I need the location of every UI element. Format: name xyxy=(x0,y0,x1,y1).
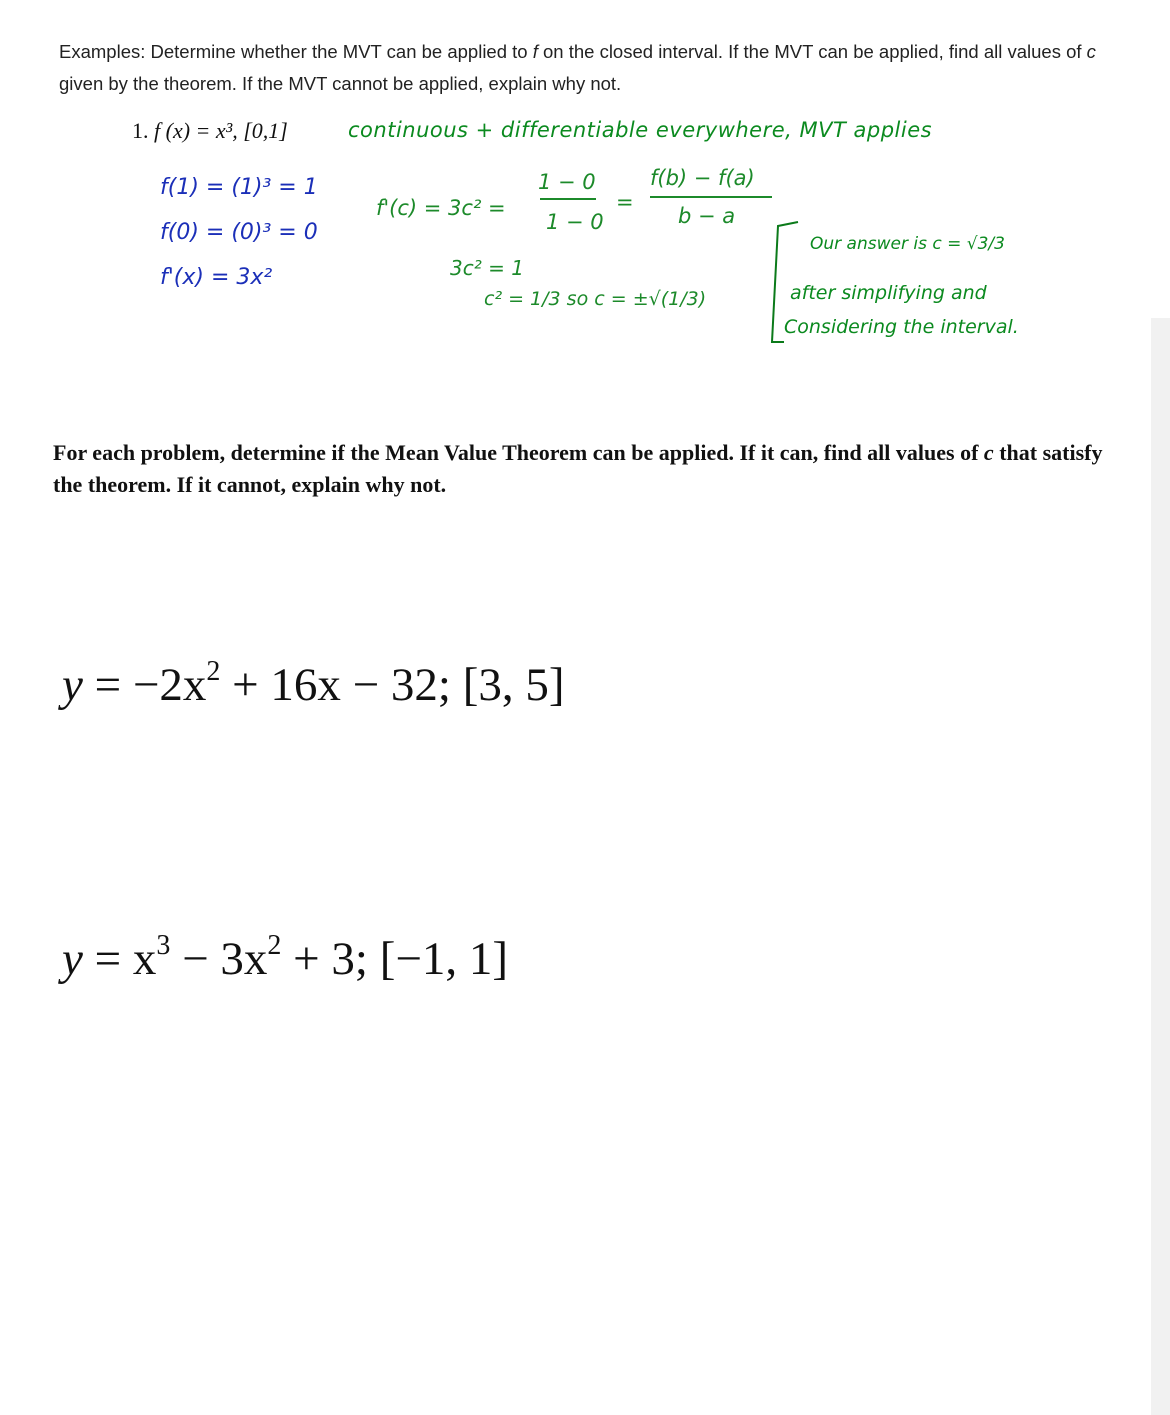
instructions-c: c xyxy=(983,440,994,465)
problem-exponent: 3 xyxy=(156,930,171,961)
handwritten-note-2: after simplifying and xyxy=(790,282,987,304)
instructions-text: that satisfy the theorem. If it cannot, explain why not. xyxy=(53,440,1103,497)
intro-f: f xyxy=(532,41,538,62)
intro-text: given by the theorem. If the MVT cannot be applied, explain why not. xyxy=(59,73,622,94)
handwritten-frac2-den: b − a xyxy=(678,204,736,228)
handwritten-frac1-num: 1 − 0 xyxy=(538,170,596,194)
example-function: f (x) = x³, [0,1] xyxy=(154,118,288,143)
problem-term: − 3x xyxy=(170,933,268,985)
fraction-bar xyxy=(650,196,772,198)
intro-c: c xyxy=(1086,41,1096,62)
handwritten-fprime-c: f'(c) = 3c² = xyxy=(376,196,506,220)
intro-text: Examples: Determine whether the MVT can be applied to xyxy=(59,41,533,62)
scrollbar[interactable] xyxy=(1151,318,1170,1415)
intro-paragraph xyxy=(59,36,1099,100)
handwritten-note-1: Our answer is c = √3/3 xyxy=(810,234,1005,254)
intro-text: on the closed interval. If the MVT can be applied, find all values of xyxy=(537,41,1087,62)
example-1 xyxy=(132,118,288,144)
handwritten-step1: 3c² = 1 xyxy=(450,256,524,280)
problem-term: + 16x − 32; [3, 5] xyxy=(220,659,565,711)
handwritten-eq: = xyxy=(616,190,634,214)
handwritten-frac1-den: 1 − 0 xyxy=(546,210,604,234)
problem-term: = −2x xyxy=(82,659,207,711)
handwritten-step2: c² = 1/3 so c = ±√(1/3) xyxy=(484,288,707,310)
handwritten-f0: f(0) = (0)³ = 0 xyxy=(160,220,318,245)
handwritten-note-3: Considering the interval. xyxy=(784,316,1019,338)
instructions-text: For each problem, determine if the Mean Value Theorem can be applied. If it can, find all values of xyxy=(53,440,984,465)
fraction-bar xyxy=(540,198,596,200)
problem-term: + 3; [−1, 1] xyxy=(281,933,509,985)
problem-lhs: y xyxy=(62,659,83,711)
handwritten-frac2-num: f(b) − f(a) xyxy=(650,166,755,190)
problem-exponent: 2 xyxy=(206,656,221,687)
problem-1 xyxy=(62,658,565,712)
problem-lhs: y xyxy=(62,933,83,985)
problem-2 xyxy=(62,932,508,986)
handwritten-header: continuous + differentiable everywhere, MVT applies xyxy=(348,118,933,142)
instructions xyxy=(53,437,1133,501)
problem-term: = x xyxy=(82,933,157,985)
example-number: 1. xyxy=(132,118,149,143)
problem-exponent: 2 xyxy=(267,930,282,961)
handwritten-fprime: f'(x) = 3x² xyxy=(160,265,273,290)
handwritten-f1: f(1) = (1)³ = 1 xyxy=(160,175,318,200)
